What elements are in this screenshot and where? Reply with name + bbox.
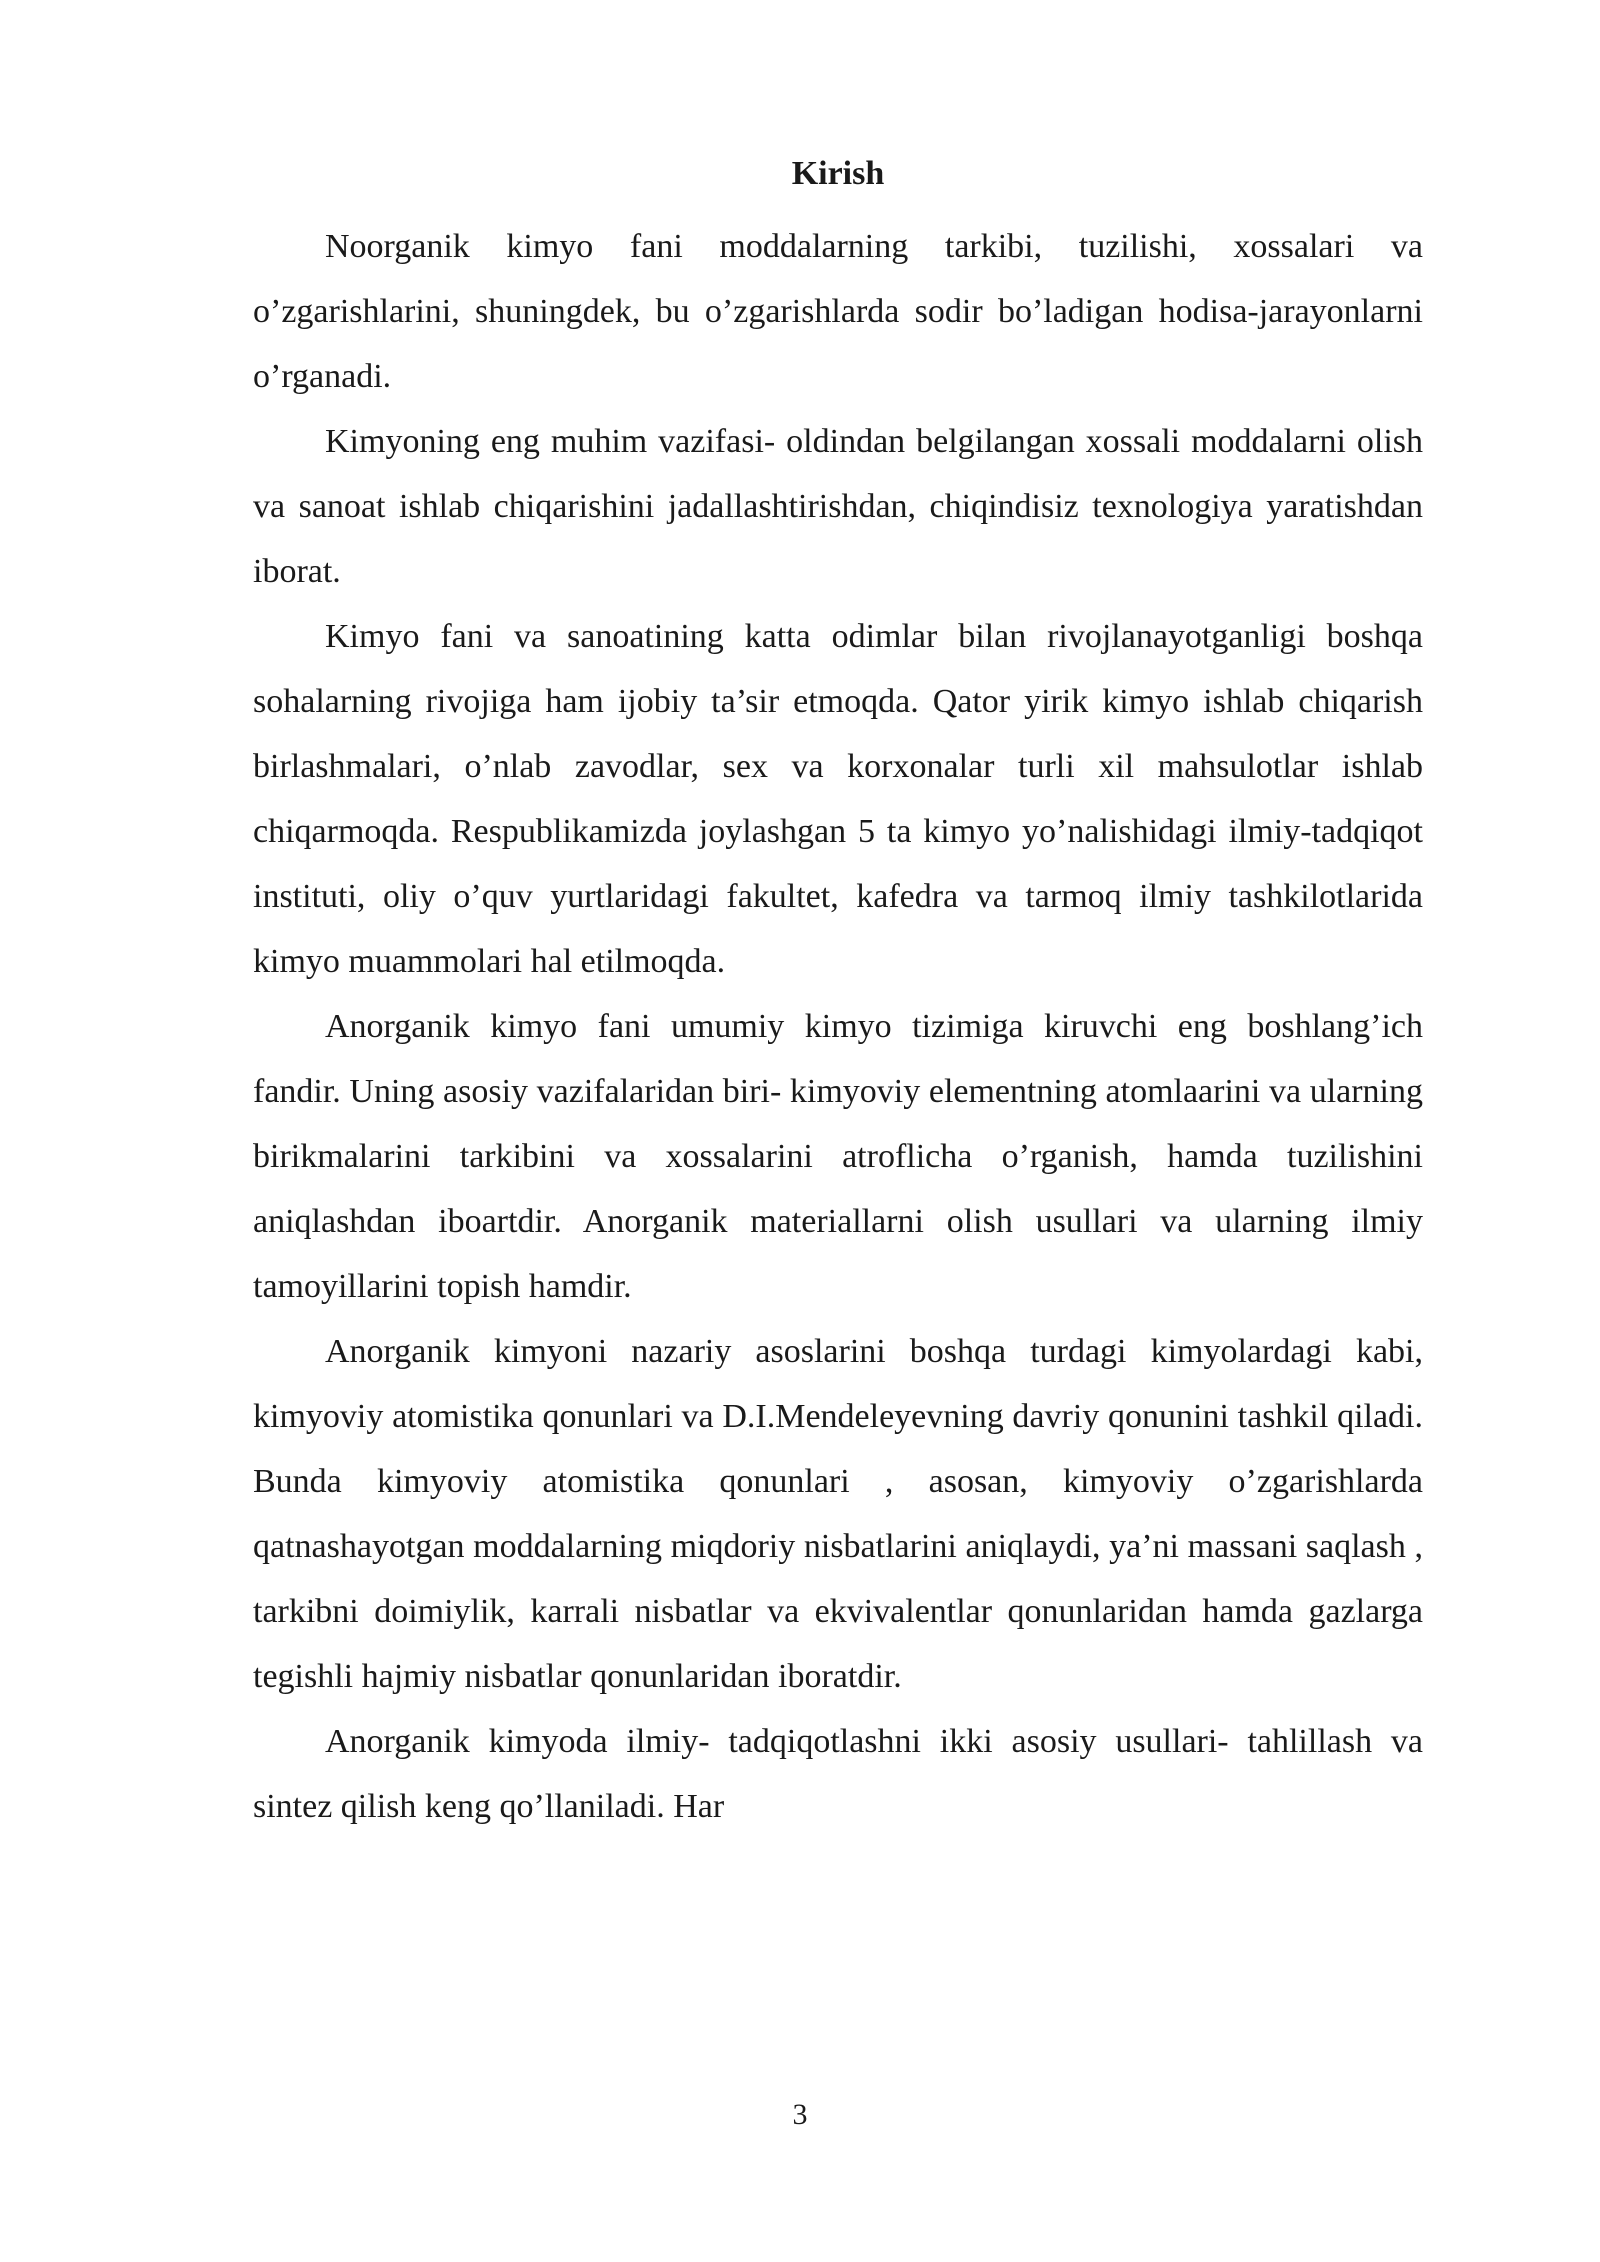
paragraph-5: Anorganik kimyoni nazariy asoslarini boshqa turdagi kimyolardagi kabi, kimyoviy atomistika qonunlari va D.I.Mendeleyevning davriy qonunini tashkil qiladi. Bunda kimyoviy atomistika qonunlari , asosan, kimyoviy o’zgarishlarda qatnashayotgan moddalarning miqdoriy nisbatlarini aniqlaydi, ya’ni massani saqlash , tarkibni doimiylik, karrali nisbatlar va ekvivalentlar qonunlaridan hamda gazlarga tegishli hajmiy nisbatlar qonunlaridan iboratdir. bbox=[253, 1333, 1423, 1695]
page-content bbox=[253, 150, 1423, 1839]
paragraph-1: Noorganik kimyo fani moddalarning tarkibi, tuzilishi, xossalari va o’zgarishlarini, shuningdek, bu o’zgarishlarda sodir bo’ladigan hodisa-jarayonlarni o’rganadi. bbox=[253, 228, 1423, 395]
paragraph-2: Kimyoning eng muhim vazifasi- oldindan belgilangan xossali moddalarni olish va sanoat ishlab chiqarishini jadallashtirishdan, chiqindisiz texnologiya yaratishdan iborat. bbox=[253, 423, 1423, 590]
paragraph-6: Anorganik kimyoda ilmiy- tadqiqotlashni ikki asosiy usullari- tahlillash va sintez qilish keng qo’llaniladi. Har bbox=[253, 1723, 1423, 1825]
paragraph-3: Kimyo fani va sanoatining katta odimlar bilan rivojlanayotganligi boshqa sohalarning rivojiga ham ijobiy ta’sir etmoqda. Qator yirik kimyo ishlab chiqarish birlashmalari, o’nlab zavodlar, sex va korxonalar turli xil mahsulotlar ishlab chiqarmoqda. Respublikamizda joylashgan 5 ta kimyo yo’nalishidagi ilmiy-tadqiqot instituti, oliy o’quv yurtlaridagi fakultet, kafedra va tarmoq ilmiy tashkilotlarida kimyo muammolari hal etilmoqda. bbox=[253, 618, 1423, 980]
page-title: Kirish bbox=[791, 155, 885, 192]
page-number: 3 bbox=[792, 2098, 808, 2131]
paragraph-4: Anorganik kimyo fani umumiy kimyo tizimiga kiruvchi eng boshlang’ich fandir. Uning asosiy vazifalaridan biri- kimyoviy elementning atomlaarini va ularning birikmalarini tarkibini va xossalarini atroflicha o’rganish, hamda tuzilishini aniqlashdan iboartdir. Anorganik materiallarni olish usullari va ularning ilmiy tamoyillarini topish hamdir. bbox=[253, 1008, 1423, 1305]
